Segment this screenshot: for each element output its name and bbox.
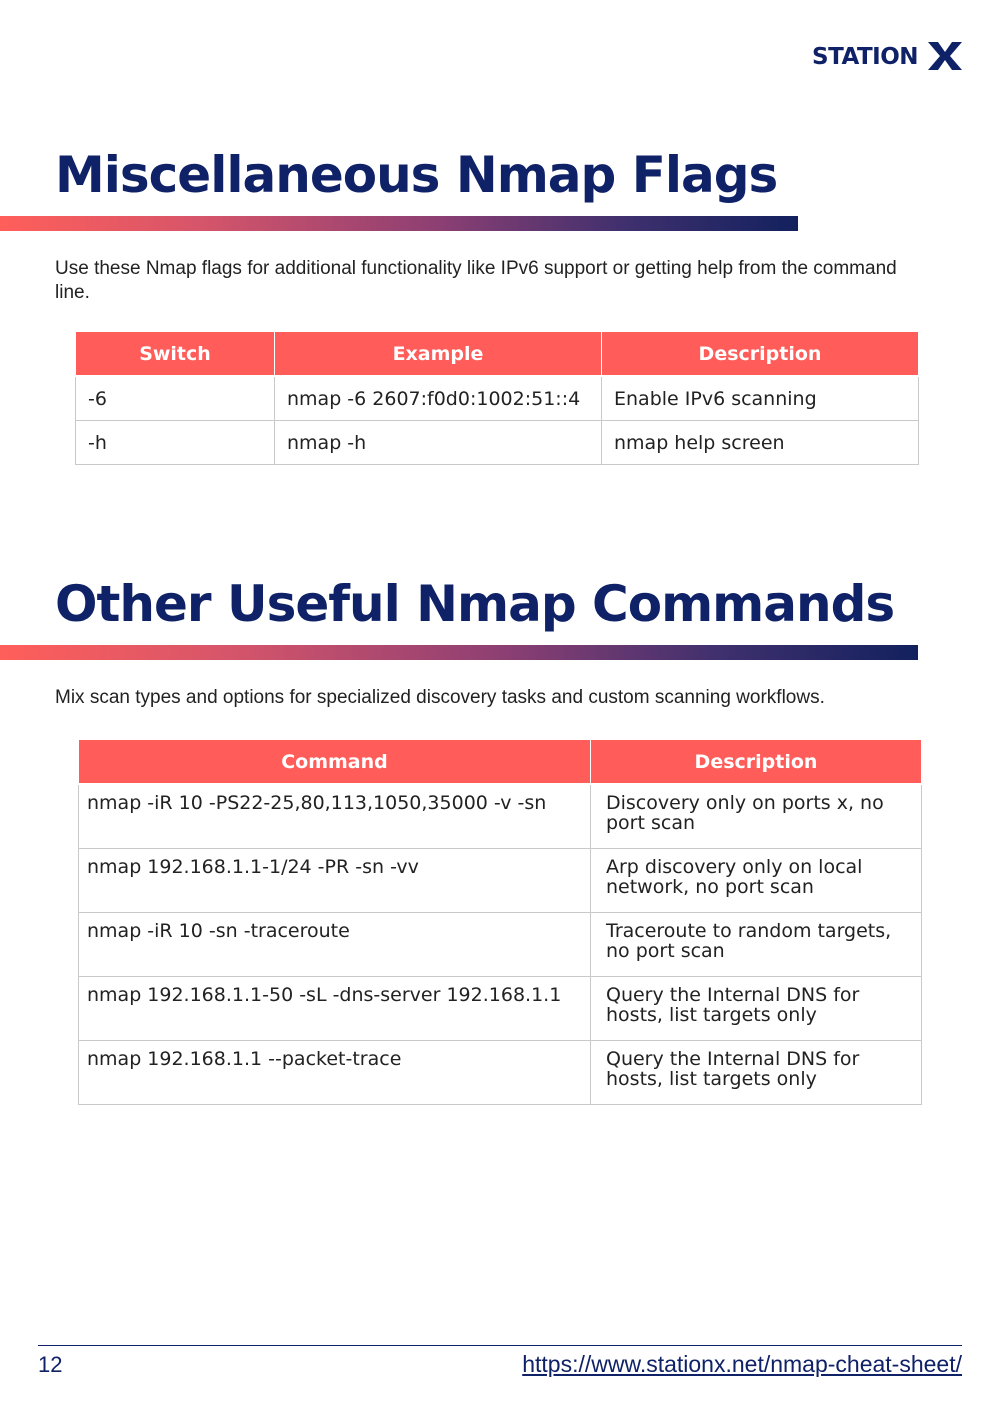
column-header-description: Description xyxy=(602,332,919,377)
table-row xyxy=(76,421,919,465)
page-number: 12 xyxy=(38,1352,63,1377)
gradient-divider xyxy=(0,645,918,660)
section-title-misc-flags: Miscellaneous Nmap Flags xyxy=(55,146,778,204)
description-cell: Query the Internal DNS for hosts, list targets only xyxy=(591,976,922,1040)
switch-cell: -6 xyxy=(76,376,275,421)
column-header-switch: Switch xyxy=(76,332,275,377)
example-cell: nmap -h xyxy=(275,421,602,465)
misc-flags-table xyxy=(75,331,919,465)
section-intro: Use these Nmap flags for additional functionality like IPv6 support or getting help from the command line. xyxy=(55,258,897,303)
table-row xyxy=(79,976,922,1040)
section-intro: Mix scan types and options for specialized discovery tasks and custom scanning workflows. xyxy=(55,687,825,708)
table-row xyxy=(79,784,922,848)
svg-text:STATION: STATION xyxy=(812,44,919,70)
column-header-description: Description xyxy=(591,740,922,785)
other-commands-table xyxy=(78,739,922,1105)
cheat-sheet-link[interactable]: https://www.stationx.net/nmap-cheat-sheet/ xyxy=(522,1351,962,1377)
description-cell: Enable IPv6 scanning xyxy=(602,376,919,421)
table-row xyxy=(79,1040,922,1104)
description-cell: nmap help screen xyxy=(602,421,919,465)
description-cell: Discovery only on ports x, no port scan xyxy=(591,784,922,848)
footer-divider xyxy=(38,1345,962,1346)
table-header-row xyxy=(79,740,922,785)
command-cell: nmap 192.168.1.1 --packet-trace xyxy=(79,1040,591,1104)
table-header-row xyxy=(76,332,919,377)
description-cell: Query the Internal DNS for hosts, list targets only xyxy=(591,1040,922,1104)
column-header-command: Command xyxy=(79,740,591,785)
switch-cell: -h xyxy=(76,421,275,465)
table-row xyxy=(79,848,922,912)
section-title-other-commands: Other Useful Nmap Commands xyxy=(55,575,895,633)
command-cell: nmap -iR 10 -sn -traceroute xyxy=(79,912,591,976)
column-header-example: Example xyxy=(275,332,602,377)
command-cell: nmap 192.168.1.1-50 -sL -dns-server 192.168.1.1 xyxy=(79,976,591,1040)
table-row xyxy=(76,376,919,421)
command-cell: nmap -iR 10 -PS22-25,80,113,1050,35000 -v -sn xyxy=(79,784,591,848)
gradient-divider xyxy=(0,216,798,231)
table-row xyxy=(79,912,922,976)
description-cell: Arp discovery only on local network, no port scan xyxy=(591,848,922,912)
stationx-logo xyxy=(812,38,962,72)
example-cell: nmap -6 2607:f0d0:1002:51::4 xyxy=(275,376,602,421)
command-cell: nmap 192.168.1.1-1/24 -PR -sn -vv xyxy=(79,848,591,912)
description-cell: Traceroute to random targets, no port scan xyxy=(591,912,922,976)
